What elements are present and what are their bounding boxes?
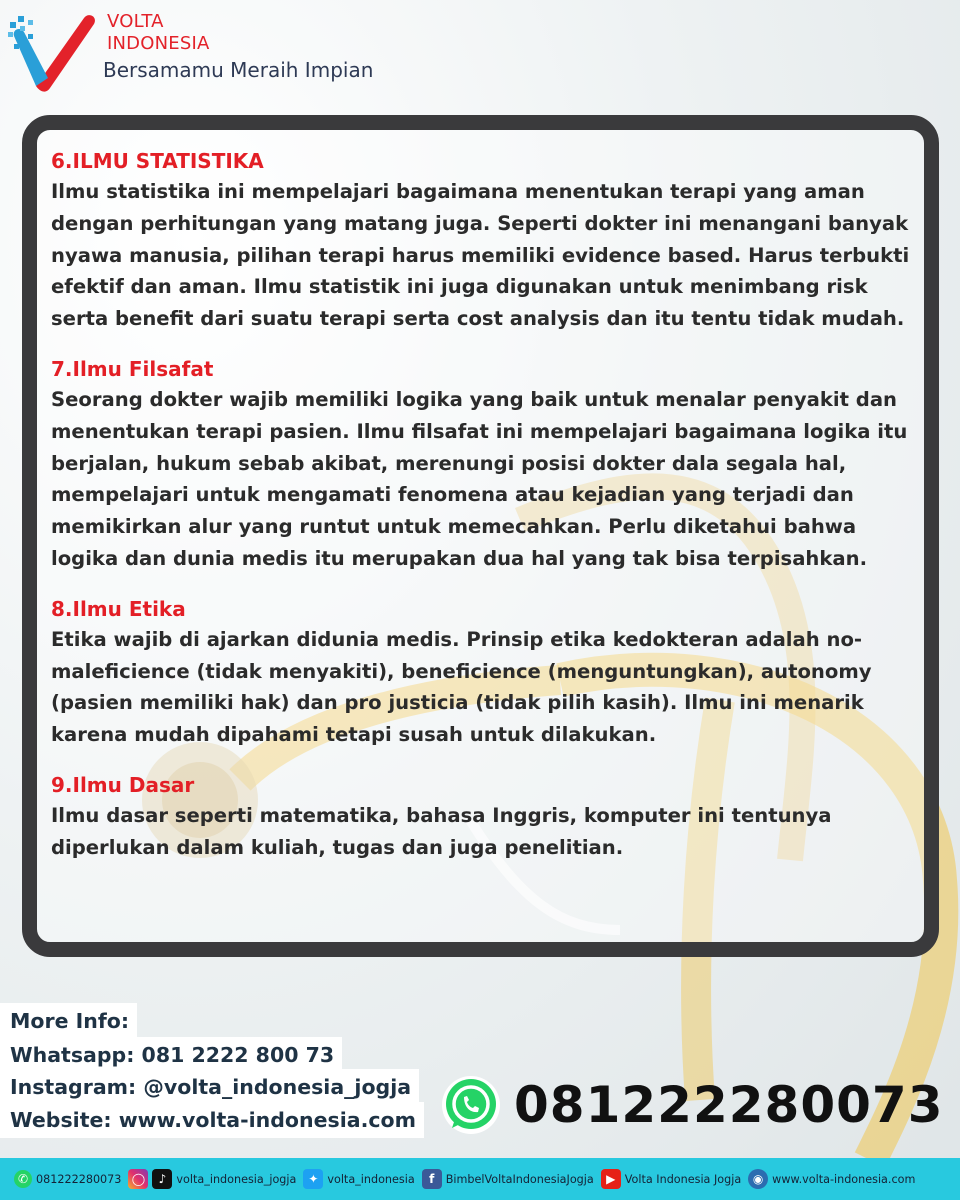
social-youtube-label: Volta Indonesia Jogja xyxy=(624,1172,742,1186)
section-heading: 8.Ilmu Etika xyxy=(51,596,186,621)
website-info: Website: www.volta-indonesia.com xyxy=(0,1102,424,1138)
tiktok-icon: ♪ xyxy=(152,1169,172,1189)
whatsapp-info: Whatsapp: 081 2222 800 73 xyxy=(0,1037,342,1073)
section-body: Ilmu dasar seperti matematika, bahasa Inggris, komputer ini tentunya diperlukan dalam kuliah, tugas dan juga penelitian. xyxy=(51,803,832,859)
volta-logo-icon xyxy=(6,8,98,92)
social-youtube[interactable] xyxy=(601,1169,741,1189)
section-filsafat xyxy=(51,354,913,575)
social-whatsapp-label: 081222280073 xyxy=(36,1172,122,1186)
section-heading: 6.ILMU STATISTIKA xyxy=(51,149,264,173)
section-dasar xyxy=(51,770,913,864)
whatsapp-icon: ✆ xyxy=(14,1170,32,1188)
section-body: Seorang dokter wajib memiliki logika yang baik untuk menalar penyakit dan menentukan terapi pasien. Ilmu filsafat ini mempelajari bagaimana logika itu berjalan, hukum sebab akibat, merenungi posisi dokter dala segala hal, mempelajari untuk mengamati fenomena atau kejadian yang terjadi dan memikirkan alur yang runtut untuk memecahkan. Perlu diketahui bahwa logika dan dunia medis itu merupakan dua hal yang tak bisa terpisahkan. xyxy=(51,387,908,570)
social-twitter-label: volta_indonesia xyxy=(327,1172,415,1186)
big-phone-number: 081222280073 xyxy=(514,1076,944,1134)
tagline: Bersamamu Meraih Impian xyxy=(103,58,374,82)
brand-line-2: INDONESIA xyxy=(107,33,210,54)
brand-name xyxy=(107,11,210,55)
whatsapp-icon xyxy=(440,1074,502,1136)
more-info-label: More Info: xyxy=(0,1003,137,1039)
section-body: Ilmu statistika ini mempelajari bagaimana menentukan terapi yang aman dengan perhitungan yang matang juga. Seperti dokter ini menangani banyak nyawa manusia, pilihan terapi harus memiliki evidence based. Harus terbukti efektif dan aman. Ilmu statistik ini juga digunakan untuk menimbang risk serta benefit dari suatu terapi serta cost analysis dan itu tentu tidak mudah. xyxy=(51,180,910,331)
instagram-info: Instagram: @volta_indonesia_jogja xyxy=(0,1069,419,1105)
social-instagram-label: volta_indonesia_jogja xyxy=(176,1172,297,1186)
social-facebook[interactable] xyxy=(422,1169,594,1189)
section-etika xyxy=(51,594,913,751)
content-text xyxy=(51,146,913,883)
instagram-icon: ◯ xyxy=(128,1169,148,1189)
youtube-icon: ▶ xyxy=(601,1169,621,1189)
section-heading: 7.Ilmu Filsafat xyxy=(51,356,214,381)
social-instagram-tiktok[interactable] xyxy=(128,1169,296,1189)
twitter-icon: ✦ xyxy=(303,1169,323,1189)
section-body: Etika wajib di ajarkan didunia medis. Prinsip etika kedokteran adalah no-maleficience (tidak menyakiti), beneficience (menguntungkan), autonomy (pasien memiliki hak) dan pro justicia (tidak pilih kasih). Ilmu ini menarik karena mudah dipahami tetapi susah untuk dilakukan. xyxy=(51,627,872,747)
section-heading: 9.Ilmu Dasar xyxy=(51,772,195,797)
globe-icon: ◉ xyxy=(748,1169,768,1189)
facebook-icon: f xyxy=(422,1169,442,1189)
section-statistika xyxy=(51,146,913,335)
social-strip xyxy=(0,1158,960,1200)
social-web-label: www.volta-indonesia.com xyxy=(772,1172,916,1186)
social-twitter[interactable] xyxy=(303,1169,414,1189)
social-web[interactable] xyxy=(748,1169,915,1189)
brand-line-1: VOLTA xyxy=(107,11,164,32)
social-whatsapp[interactable] xyxy=(14,1170,121,1188)
social-facebook-label: BimbelVoltaIndonesiaJogja xyxy=(445,1172,594,1186)
